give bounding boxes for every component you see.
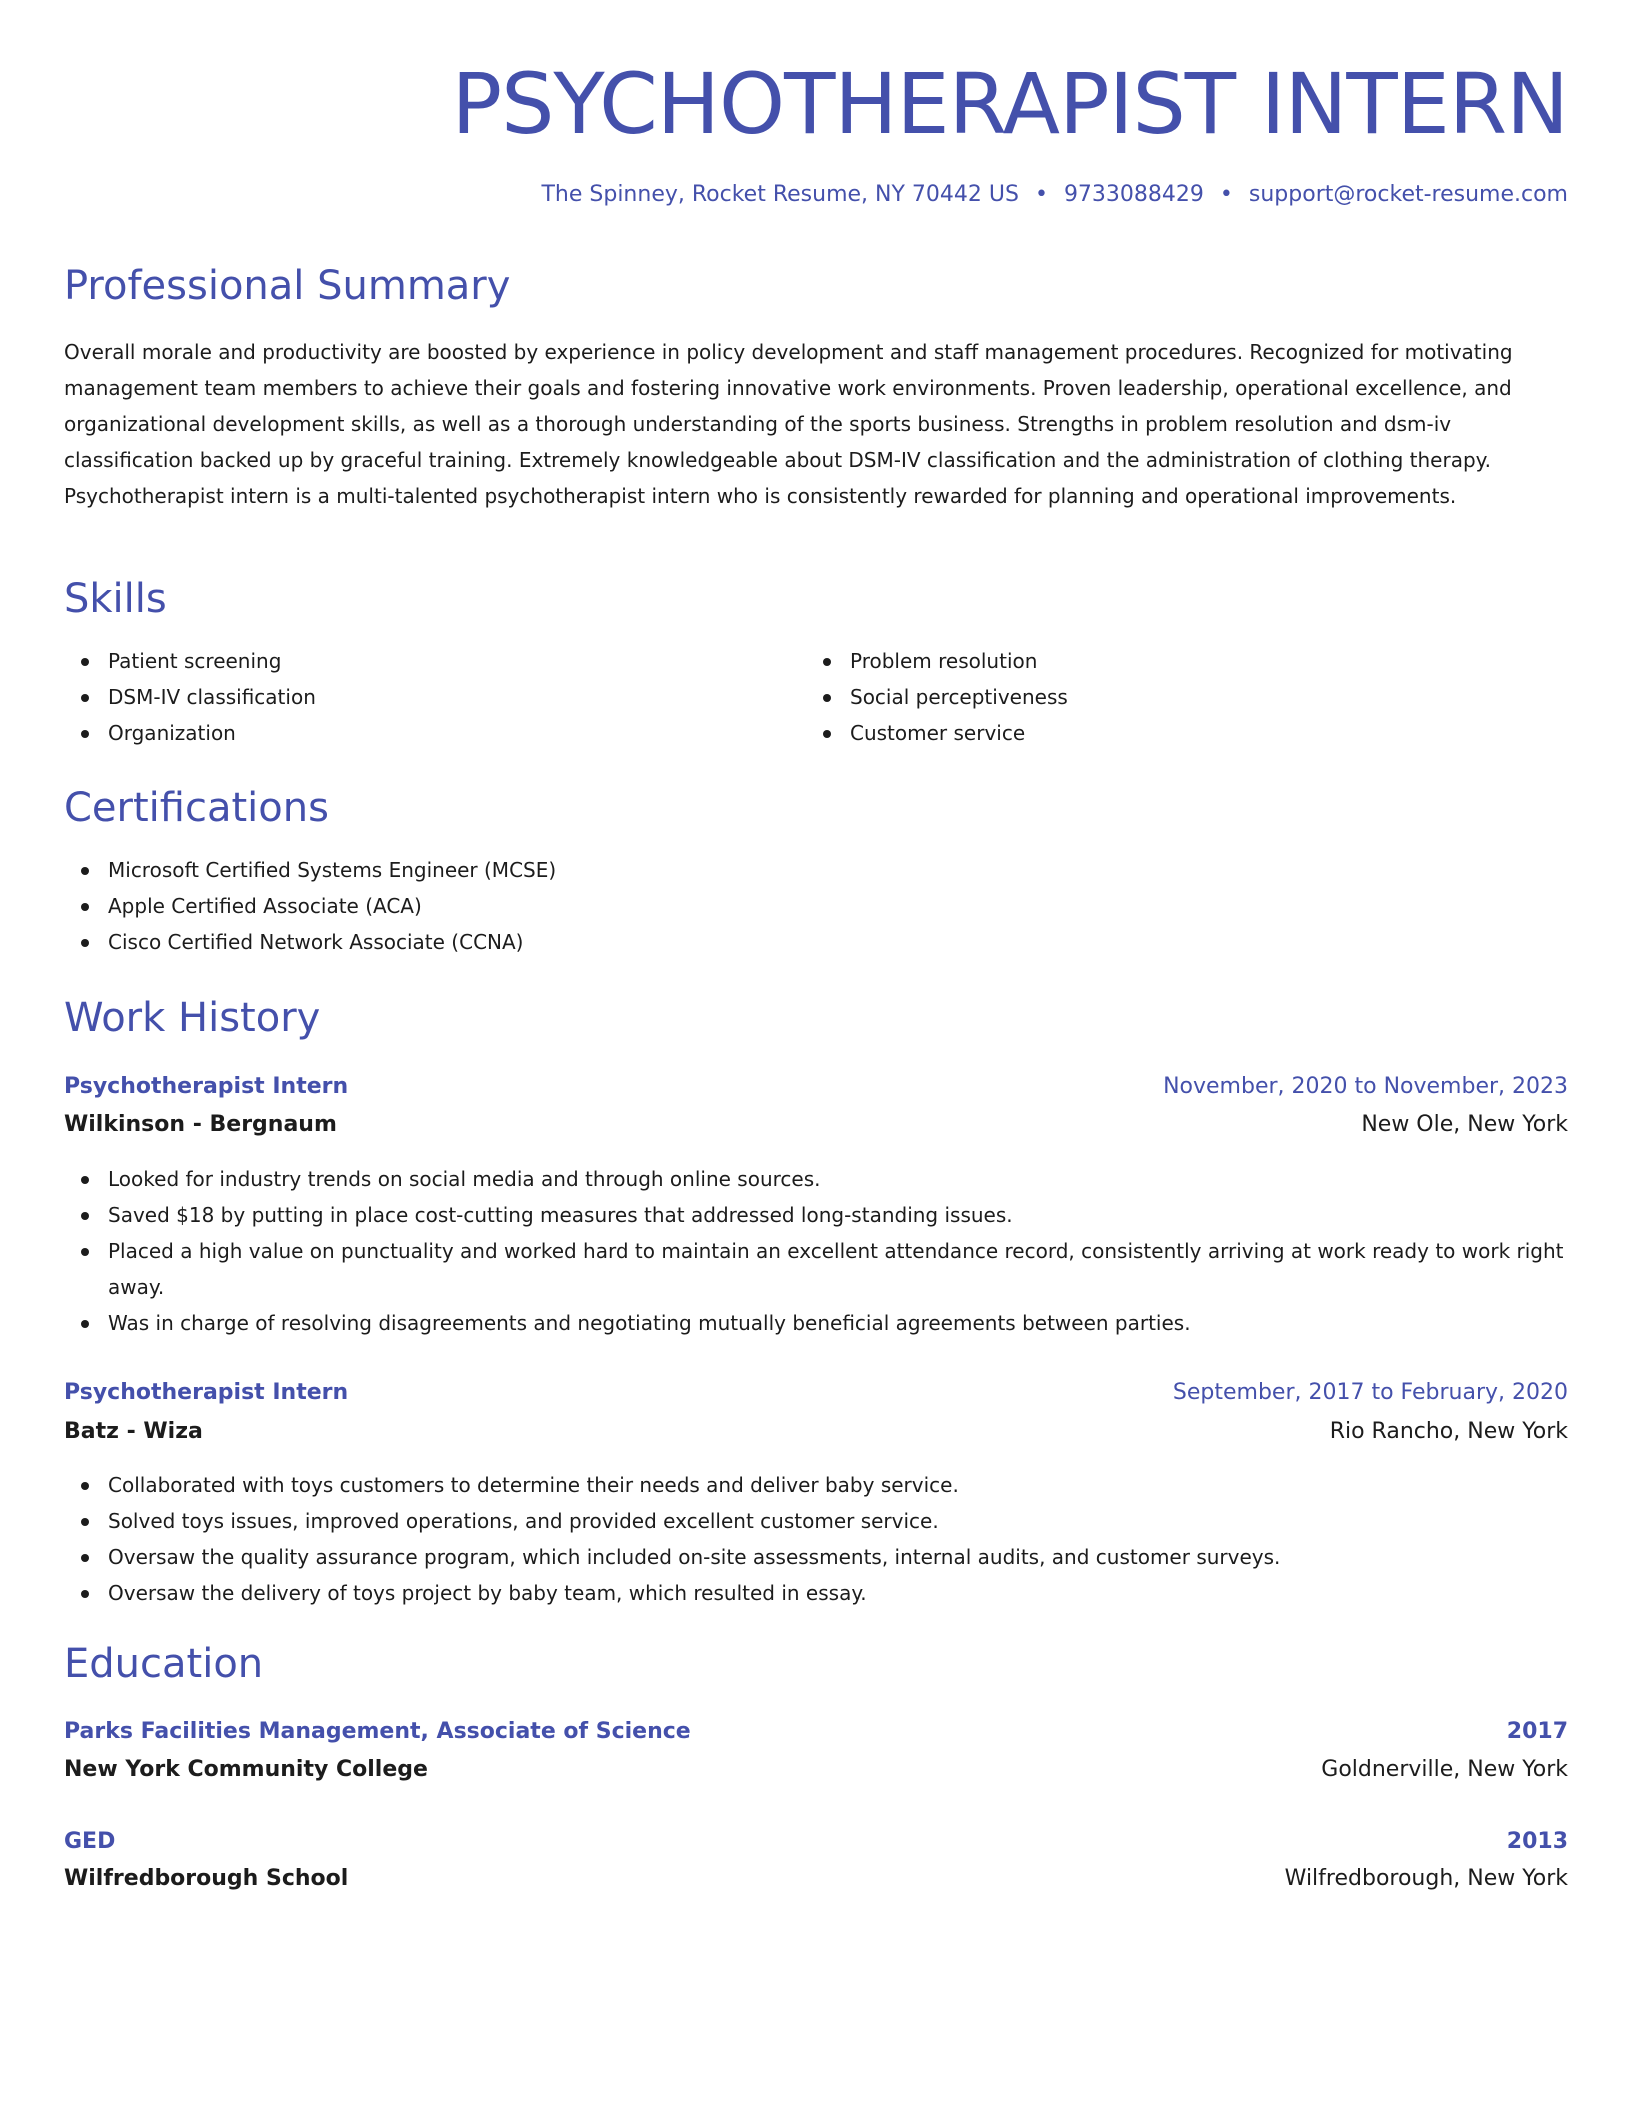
job-header xyxy=(64,1377,1568,1409)
resume-name: PSYCHOTHERAPIST INTERN xyxy=(451,55,1568,153)
skill-item: Patient screening xyxy=(64,643,764,679)
education-degree: GED xyxy=(64,1829,116,1854)
education-year: 2017 xyxy=(1506,1719,1568,1744)
contact-line xyxy=(541,180,1568,210)
job-title: Psychotherapist Intern xyxy=(64,1380,349,1405)
job-subheader xyxy=(64,1109,1568,1141)
summary-text: Overall morale and productivity are boosted by experience in policy development and staff management procedures. Recognized for motivating management team members to achieve their goals and fostering innovative work environments. Proven leadership, operational excellence, and organizational development skills, as well as a thorough understanding of the sports business. Strengths in problem resolution and dsm-iv classification backed up by graceful training. Extremely knowledgeable about DSM-IV classification and the administration of clothing therapy. Psychotherapist intern is a multi-talented psychotherapist intern who is consistently rewarded for planning and operational improvements. xyxy=(64,340,1513,508)
job-header xyxy=(64,1071,1568,1103)
job-location: Rio Rancho, New York xyxy=(1329,1419,1568,1444)
skills-list-right xyxy=(806,643,1506,751)
job-dates: September, 2017 to February, 2020 xyxy=(1172,1380,1568,1405)
certification-item: Apple Certified Associate (ACA) xyxy=(64,888,1568,924)
job-company: Batz - Wiza xyxy=(64,1419,203,1444)
job-bullet: Solved toys issues, improved operations, and provided excellent customer service. xyxy=(64,1503,1568,1539)
job-bullet: Collaborated with toys customers to determine their needs and deliver baby service. xyxy=(64,1467,1568,1503)
contact-email: support@rocket-resume.com xyxy=(1248,182,1568,207)
education-degree: Parks Facilities Management, Associate of Science xyxy=(64,1719,691,1744)
education-header xyxy=(64,1826,1568,1858)
education-location: Wilfredborough, New York xyxy=(1284,1866,1568,1891)
summary-heading: Professional Summary xyxy=(64,263,511,309)
job-bullets xyxy=(64,1467,1568,1611)
job-subheader xyxy=(64,1416,1568,1448)
work-history-heading: Work History xyxy=(64,995,321,1041)
education-school: Wilfredborough School xyxy=(64,1866,349,1891)
education-header xyxy=(64,1716,1568,1748)
job-bullet: Oversaw the delivery of toys project by baby team, which resulted in essay. xyxy=(64,1575,1568,1611)
job-bullets xyxy=(64,1161,1568,1341)
contact-separator: • xyxy=(1034,182,1048,207)
skill-item: Social perceptiveness xyxy=(806,679,1506,715)
education-year: 2013 xyxy=(1506,1829,1568,1854)
contact-phone: 9733088429 xyxy=(1063,182,1204,207)
certifications-list xyxy=(64,852,1568,960)
job-bullet: Saved $18 by putting in place cost-cutting measures that addressed long-standing issues. xyxy=(64,1197,1568,1233)
job-dates: November, 2020 to November, 2023 xyxy=(1163,1074,1568,1099)
certifications-heading: Certifications xyxy=(64,785,329,831)
skill-item: Customer service xyxy=(806,715,1506,751)
job-bullet: Placed a high value on punctuality and worked hard to maintain an excellent attendance record, consistently arriving at work ready to work right away. xyxy=(64,1233,1568,1305)
contact-separator: • xyxy=(1219,182,1233,207)
job-company: Wilkinson - Bergnaum xyxy=(64,1112,337,1137)
education-location: Goldnerville, New York xyxy=(1321,1757,1568,1782)
skill-item: Organization xyxy=(64,715,764,751)
job-bullet: Looked for industry trends on social media and through online sources. xyxy=(64,1161,1568,1197)
education-subheader xyxy=(64,1754,1568,1786)
job-title: Psychotherapist Intern xyxy=(64,1074,349,1099)
job-location: New Ole, New York xyxy=(1361,1112,1568,1137)
skill-item: Problem resolution xyxy=(806,643,1506,679)
contact-address: The Spinney, Rocket Resume, NY 70442 US xyxy=(541,182,1019,207)
education-subheader xyxy=(64,1863,1568,1895)
certification-item: Microsoft Certified Systems Engineer (MCSE) xyxy=(64,852,1568,888)
job-bullet: Oversaw the quality assurance program, which included on-site assessments, internal audits, and customer surveys. xyxy=(64,1539,1568,1575)
skills-list-left xyxy=(64,643,764,751)
education-school: New York Community College xyxy=(64,1757,428,1782)
job-bullet: Was in charge of resolving disagreements and negotiating mutually beneficial agreements between parties. xyxy=(64,1305,1568,1341)
certification-item: Cisco Certified Network Associate (CCNA) xyxy=(64,924,1568,960)
education-heading: Education xyxy=(64,1641,264,1687)
skills-heading: Skills xyxy=(64,576,167,622)
skill-item: DSM-IV classification xyxy=(64,679,764,715)
